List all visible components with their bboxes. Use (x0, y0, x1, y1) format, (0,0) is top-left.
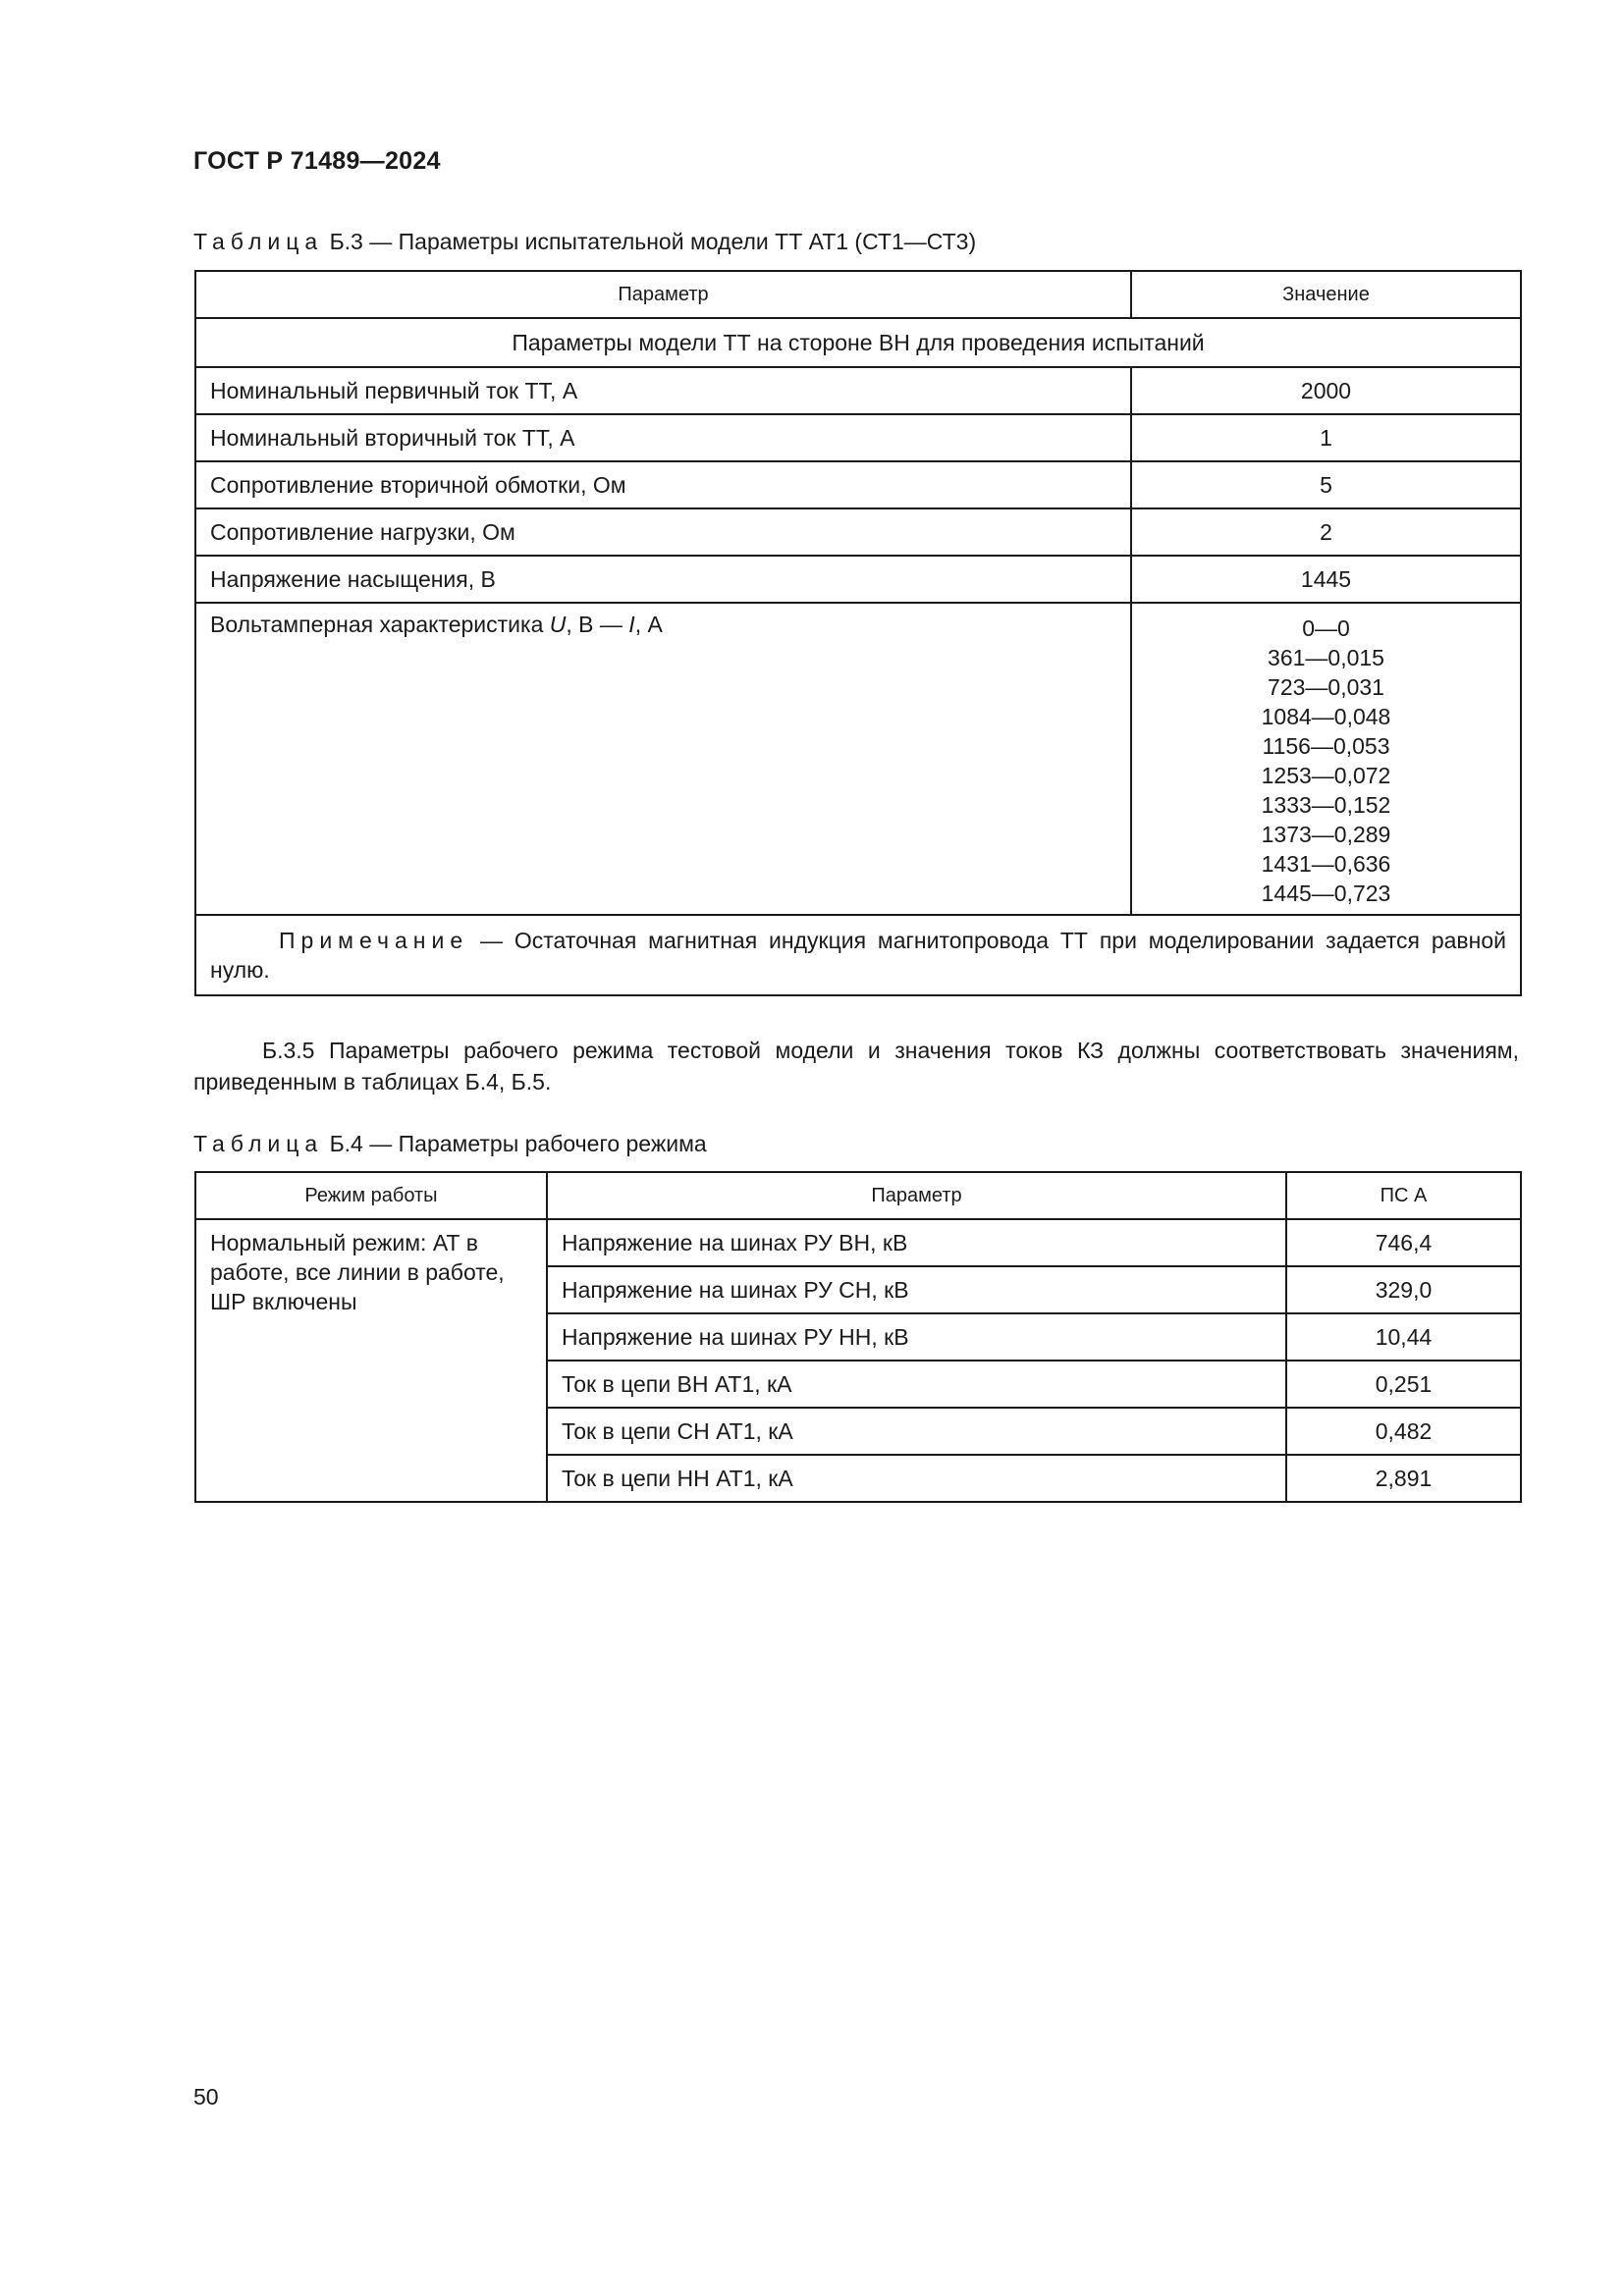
document-header: ГОСТ Р 71489—2024 (193, 147, 441, 175)
paragraph-b35: Б.3.5 Параметры рабочего режима тестовой модели и значения токов КЗ должны соответствовать значениям, приведенным в таблицах Б.4, Б.5. (193, 1038, 1519, 1095)
caption-text: Б.3 — Параметры испытательной модели ТТ АТ1 (СТ1—СТ3) (329, 229, 977, 254)
column-header-value: Значение (1131, 271, 1521, 318)
value-cell: 1445 (1131, 556, 1521, 603)
column-header-mode: Режим работы (195, 1172, 547, 1219)
table-row (195, 556, 1521, 603)
iv-param-cell (195, 603, 1131, 915)
table-row (195, 461, 1521, 508)
value-cell: 10,44 (1286, 1313, 1521, 1361)
iv-value: 1084—0,048 (1261, 704, 1391, 729)
param-cell: Номинальный вторичный ток ТТ, А (195, 414, 1131, 461)
note-row (195, 915, 1521, 995)
section-title: Параметры модели ТТ на стороне ВН для проведения испытаний (195, 318, 1521, 367)
iv-value: 1445—0,723 (1261, 881, 1391, 906)
value-cell: 746,4 (1286, 1219, 1521, 1266)
param-cell: Напряжение на шинах РУ ВН, кВ (547, 1219, 1286, 1266)
iv-value: 723—0,031 (1268, 674, 1384, 700)
page-number: 50 (193, 2084, 219, 2109)
iv-values-cell (1131, 603, 1521, 915)
column-header-param: Параметр (195, 271, 1131, 318)
value-cell: 0,482 (1286, 1408, 1521, 1455)
iv-characteristic-row (195, 603, 1521, 915)
table-row (195, 1219, 1521, 1266)
note-cell (195, 915, 1521, 995)
iv-value: 1253—0,072 (1261, 763, 1391, 788)
param-cell: Ток в цепи СН АТ1, кА (547, 1408, 1286, 1455)
iv-u-symbol: U (549, 612, 567, 637)
iv-value: 1431—0,636 (1261, 851, 1391, 877)
iv-value: 1333—0,152 (1261, 792, 1391, 818)
section-row (195, 318, 1521, 367)
mode-cell: Нормальный режим: АТ в работе, все линии в работе, ШР включены (195, 1219, 547, 1502)
caption-word: Таблица (193, 229, 324, 254)
iv-param-prefix: Вольтамперная характеристика (210, 612, 550, 637)
value-cell: 5 (1131, 461, 1521, 508)
param-cell: Номинальный первичный ток ТТ, А (195, 367, 1131, 414)
table-b3-caption (193, 229, 976, 255)
iv-param-suffix: , А (634, 612, 663, 637)
caption-word: Таблица (193, 1131, 324, 1156)
table-row (195, 414, 1521, 461)
iv-value: 361—0,015 (1268, 645, 1384, 670)
column-header-param: Параметр (547, 1172, 1286, 1219)
param-cell: Напряжение на шинах РУ СН, кВ (547, 1266, 1286, 1313)
note-word: Примечание (279, 928, 469, 953)
value-cell: 2,891 (1286, 1455, 1521, 1502)
iv-value: 1373—0,289 (1261, 822, 1391, 847)
table-header-row (195, 271, 1521, 318)
param-cell: Напряжение на шинах РУ НН, кВ (547, 1313, 1286, 1361)
note-text: — Остаточная магнитная индукция магнитопровода ТТ при моделировании задается равной нулю. (210, 928, 1506, 983)
param-cell: Ток в цепи ВН АТ1, кА (547, 1361, 1286, 1408)
param-cell: Сопротивление нагрузки, Ом (195, 508, 1131, 556)
table-header-row (195, 1172, 1521, 1219)
table-b4-caption (193, 1131, 707, 1157)
param-cell: Напряжение насыщения, В (195, 556, 1131, 603)
value-cell: 1 (1131, 414, 1521, 461)
value-cell: 2000 (1131, 367, 1521, 414)
iv-i-symbol: I (628, 612, 635, 637)
value-cell: 329,0 (1286, 1266, 1521, 1313)
iv-values-list (1146, 604, 1506, 914)
iv-param-mid: , В — (566, 612, 629, 637)
value-cell: 0,251 (1286, 1361, 1521, 1408)
table-b3 (194, 270, 1522, 996)
table-row (195, 508, 1521, 556)
table-row (195, 367, 1521, 414)
caption-text: Б.4 — Параметры рабочего режима (329, 1131, 707, 1156)
table-b4 (194, 1171, 1522, 1503)
value-cell: 2 (1131, 508, 1521, 556)
column-header-ps: ПС А (1286, 1172, 1521, 1219)
iv-value: 0—0 (1302, 615, 1350, 641)
param-cell: Сопротивление вторичной обмотки, Ом (195, 461, 1131, 508)
iv-value: 1156—0,053 (1262, 733, 1390, 759)
param-cell: Ток в цепи НН АТ1, кА (547, 1455, 1286, 1502)
